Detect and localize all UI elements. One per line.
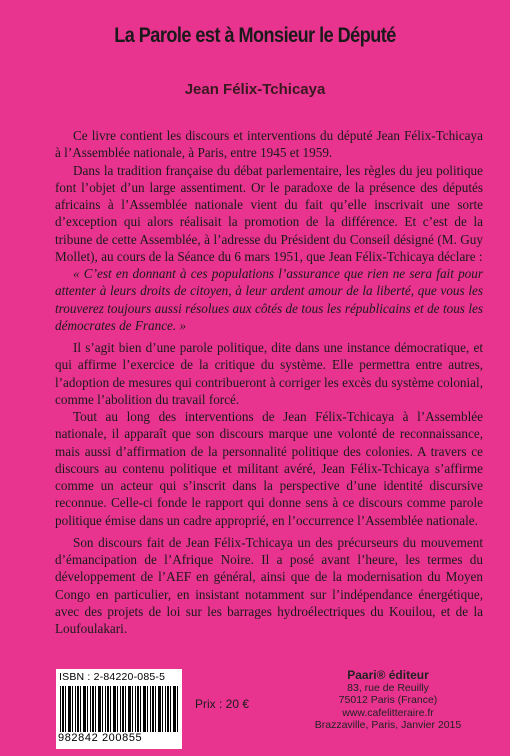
publisher-footer: Brazzaville, Paris, Janvier 2015 — [314, 719, 462, 732]
back-cover-text — [55, 127, 483, 637]
paragraph-political: Il s’agit bien d’une parole politique, dite dans une instance démocratique, et qui affirme l’exercice de la critique du système. Elle permettra entre autres, l’adoption de mesures qui contribueront à corriger les excès du système colonial, comme l’abolition du travail forcé. — [55, 340, 483, 407]
author-name: Jean Félix-Tchicaya — [184, 81, 326, 98]
publisher-address-line2: 75012 Paris (France) — [338, 694, 438, 707]
publisher-block — [288, 669, 488, 732]
publisher-website: www.cafelitteraire.fr — [342, 706, 434, 719]
book-title: La Parole est à Monsieur le Député — [114, 24, 396, 47]
isbn-barcode-box — [56, 669, 182, 749]
paragraph-interventions: Tout au long des interventions de Jean Félix-Tchicaya à l’Assemblée nationale, il apparaît que son discours marque une volonté de reconnaissance, mais aussi d’affirmation de la personnalité politique des colonies. A travers ce discours au contenu politique et militant avéré, Jean Félix-Tchicaya s’affirme comme un acteur qui s’inscrit dans la perspective d’une identité discursive reconnue. Celle-ci fonde le rapport qui donne sens à ce discours comme parole politique émise dans un cadre approprié, en l’occurrence l’Assemblée nationale. — [55, 409, 483, 528]
quote-paragraph: « C’est en donnant à ces populations l’assurance que rien ne sera fait pour attenter à leurs droits de citoyen, à leur ardent amour de la liberté, que vous les trouverez toujours aussi résolues aux côtés de tous les républicains et de tous les démocrates de France. » — [55, 266, 483, 333]
paragraph-intro: Ce livre contient les discours et interventions du député Jean Félix-Tchicaya à l’Assemblée nationale, à Paris, entre 1945 et 1959. — [55, 128, 483, 161]
publisher-address-line1: 83, rue de Reuilly — [347, 681, 429, 694]
barcode-icon — [60, 686, 178, 732]
isbn-label: ISBN : 2-84220-085-5 — [59, 671, 166, 683]
paragraph-precursor: Son discours fait de Jean Félix-Tchicaya un des précurseurs du mouvement d’émancipation de l’Afrique Noire. Il a posé avant l’heure, les termes du développement de l’AEF en général, ainsi que de la modernisation du Moyen Congo en particulier, en insistant notamment sur l’indépendance énergétique, avec des projets de loi sur les barrages hydroélectriques du Kouilou, et de la Loufoulakari. — [55, 534, 483, 636]
barcode-number: 982842 200855 — [58, 732, 143, 744]
paragraph-tradition: Dans la tradition française du débat parlementaire, les règles du jeu politique font l’objet d’un large assentiment. Or le paradoxe de la présence des députés africains à l’Assemblée nationale vient du fait qu’elle inscrivait une sorte d’exception qui alors réalisait la promotion de la différence. Et c’est de la tribune de cette Assemblée, à l’adresse du Président du Conseil désigné (M. Guy Mollet), au cours de la Séance du 6 mars 1951, que Jean Félix-Tchicaya déclare : — [55, 162, 483, 264]
price-label: Prix : 20 € — [195, 697, 250, 711]
publisher-name: Paari® éditeur — [347, 668, 429, 682]
